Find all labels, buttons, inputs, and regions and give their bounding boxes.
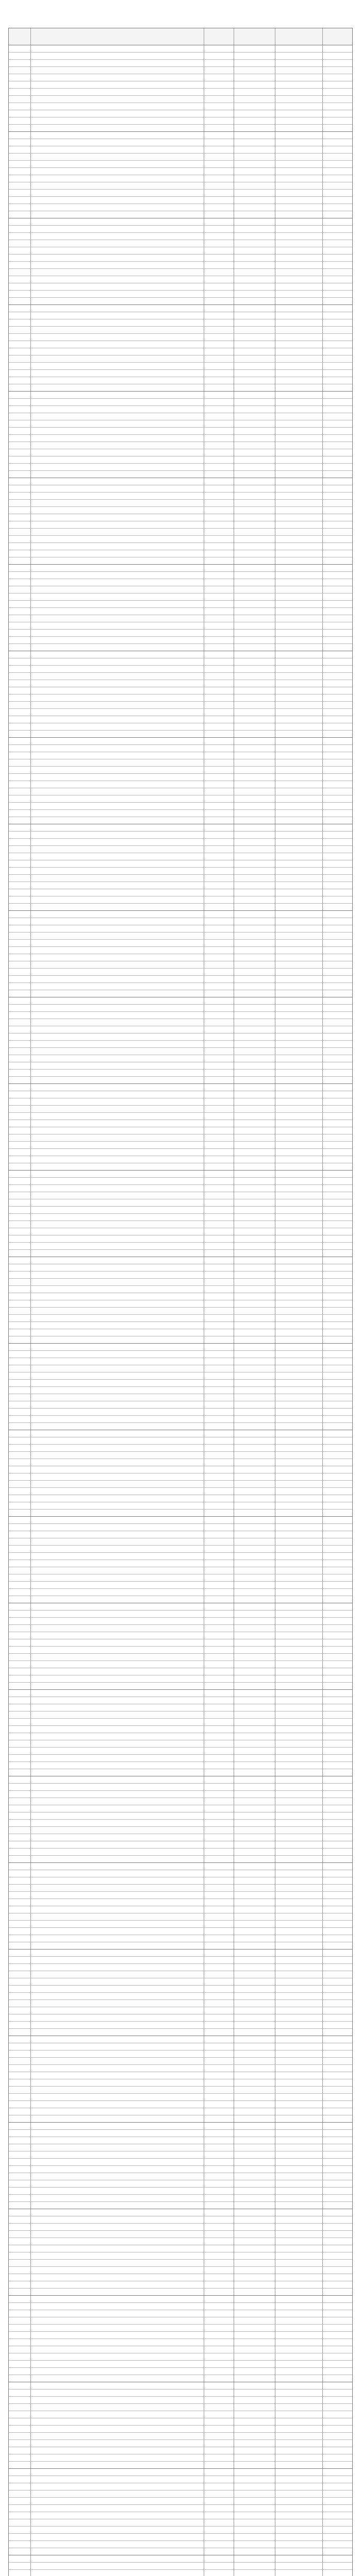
row-divider xyxy=(9,1884,352,1885)
row-divider xyxy=(9,391,352,392)
row-divider xyxy=(9,1682,352,1683)
row-divider xyxy=(9,2295,352,2296)
row-divider xyxy=(9,1170,352,1171)
row-divider xyxy=(9,2497,352,2498)
row-divider xyxy=(9,1516,352,1517)
row-divider xyxy=(9,2533,352,2534)
row-divider xyxy=(9,1747,352,1748)
row-divider xyxy=(9,874,352,875)
row-divider xyxy=(9,1047,352,1048)
row-divider xyxy=(9,2100,352,2101)
row-divider xyxy=(9,470,352,471)
row-divider xyxy=(9,333,352,334)
row-divider xyxy=(9,1278,352,1279)
recruitment-table xyxy=(8,28,353,2576)
row-divider xyxy=(9,434,352,435)
row-divider xyxy=(9,1985,352,1986)
row-divider xyxy=(9,304,352,305)
row-divider xyxy=(9,975,352,976)
row-divider xyxy=(9,492,352,493)
row-divider xyxy=(9,1545,352,1546)
row-divider xyxy=(9,867,352,868)
document-title xyxy=(0,7,361,22)
row-divider xyxy=(9,1177,352,1178)
row-divider xyxy=(9,297,352,298)
row-divider xyxy=(9,1307,352,1308)
row-divider xyxy=(9,196,352,197)
row-divider xyxy=(9,1610,352,1611)
row-divider xyxy=(9,254,352,255)
row-divider xyxy=(9,1992,352,1993)
row-divider xyxy=(9,1819,352,1820)
row-divider xyxy=(9,1285,352,1286)
row-divider xyxy=(9,802,352,803)
row-divider xyxy=(9,2259,352,2260)
row-divider xyxy=(9,939,352,940)
row-divider xyxy=(9,1105,352,1106)
row-divider xyxy=(9,2230,352,2231)
row-divider xyxy=(9,1350,352,1351)
row-divider xyxy=(9,1480,352,1481)
row-divider xyxy=(9,1141,352,1142)
row-divider xyxy=(9,1112,352,1113)
row-divider xyxy=(9,730,352,731)
row-divider xyxy=(9,2367,352,2368)
row-divider xyxy=(9,1581,352,1582)
header-school-info xyxy=(30,28,204,45)
row-divider xyxy=(9,2064,352,2065)
row-divider xyxy=(9,326,352,327)
row-divider xyxy=(9,2223,352,2224)
row-divider xyxy=(9,672,352,673)
row-divider xyxy=(9,1617,352,1618)
row-divider xyxy=(9,2432,352,2433)
header-stage xyxy=(234,28,275,45)
row-divider xyxy=(9,2324,352,2325)
row-divider xyxy=(9,903,352,904)
row-divider xyxy=(9,160,352,161)
row-divider xyxy=(9,1653,352,1654)
row-divider xyxy=(9,1040,352,1041)
row-divider xyxy=(9,571,352,572)
row-divider xyxy=(9,1999,352,2000)
row-divider xyxy=(9,2266,352,2267)
row-divider xyxy=(9,845,352,846)
row-divider xyxy=(9,2540,352,2541)
row-divider xyxy=(9,1920,352,1921)
row-divider xyxy=(9,1487,352,1488)
row-divider xyxy=(9,1509,352,1510)
row-divider xyxy=(9,2302,352,2303)
row-divider xyxy=(9,1862,352,1863)
row-divider xyxy=(9,59,352,60)
row-divider xyxy=(9,1523,352,1524)
row-divider xyxy=(9,2569,352,2570)
row-divider xyxy=(9,1891,352,1892)
row-divider xyxy=(9,2461,352,2462)
row-divider xyxy=(9,398,352,399)
row-divider xyxy=(9,2187,352,2188)
row-divider xyxy=(9,737,352,738)
row-divider xyxy=(9,1321,352,1322)
row-divider xyxy=(9,405,352,406)
row-divider xyxy=(9,1444,352,1445)
row-divider xyxy=(9,2396,352,2397)
row-divider xyxy=(9,1963,352,1964)
row-divider xyxy=(9,1422,352,1423)
row-divider xyxy=(9,643,352,644)
header-index xyxy=(9,28,30,45)
row-divider xyxy=(9,153,352,154)
row-divider xyxy=(9,369,352,370)
row-divider xyxy=(9,1956,352,1957)
row-divider xyxy=(9,2526,352,2527)
row-divider xyxy=(9,1148,352,1149)
row-divider xyxy=(9,88,352,89)
row-divider xyxy=(9,1011,352,1012)
row-divider xyxy=(9,1415,352,1416)
row-divider xyxy=(9,499,352,500)
row-divider xyxy=(9,1783,352,1784)
row-divider xyxy=(9,528,352,529)
row-divider xyxy=(9,2028,352,2029)
header-total xyxy=(204,28,234,45)
row-divider xyxy=(9,2331,352,2332)
row-divider xyxy=(9,2158,352,2159)
row-divider xyxy=(9,1689,352,1690)
row-divider xyxy=(9,463,352,464)
row-divider xyxy=(9,2201,352,2202)
row-divider xyxy=(9,1855,352,1856)
row-divider xyxy=(9,1848,352,1849)
row-divider xyxy=(9,535,352,536)
row-divider xyxy=(9,52,352,53)
row-divider xyxy=(9,636,352,637)
row-divider xyxy=(9,607,352,608)
row-divider xyxy=(9,232,352,233)
row-divider xyxy=(9,2360,352,2361)
row-divider xyxy=(9,427,352,428)
row-divider xyxy=(9,1826,352,1827)
row-divider xyxy=(9,1927,352,1928)
row-divider xyxy=(9,708,352,709)
row-divider xyxy=(9,1206,352,1207)
row-divider xyxy=(9,95,352,96)
row-divider xyxy=(9,1184,352,1185)
row-divider xyxy=(9,131,352,132)
header-count xyxy=(322,28,352,45)
row-divider xyxy=(9,1343,352,1344)
row-divider xyxy=(9,167,352,168)
row-divider xyxy=(9,744,352,745)
row-divider xyxy=(9,1408,352,1409)
row-divider xyxy=(9,2504,352,2505)
row-divider xyxy=(9,189,352,190)
row-divider xyxy=(9,838,352,839)
row-divider xyxy=(9,932,352,933)
row-divider xyxy=(9,2021,352,2022)
row-divider xyxy=(9,1271,352,1272)
row-divider xyxy=(9,290,352,291)
row-divider xyxy=(9,1790,352,1791)
row-divider xyxy=(9,2194,352,2195)
row-divider xyxy=(9,2439,352,2440)
row-divider xyxy=(9,1552,352,1553)
row-divider xyxy=(9,1949,352,1950)
row-divider xyxy=(9,1725,352,1726)
row-divider xyxy=(9,982,352,983)
row-divider xyxy=(9,124,352,125)
row-divider xyxy=(9,1379,352,1380)
row-divider xyxy=(9,506,352,507)
row-divider xyxy=(9,773,352,774)
header-subject xyxy=(275,28,322,45)
row-divider xyxy=(9,1451,352,1452)
row-divider xyxy=(9,1761,352,1762)
row-divider xyxy=(9,1754,352,1755)
row-divider xyxy=(9,2093,352,2094)
row-divider xyxy=(9,1069,352,1070)
row-divider xyxy=(9,701,352,702)
row-divider xyxy=(9,1249,352,1250)
row-divider xyxy=(9,66,352,67)
row-divider xyxy=(9,1588,352,1589)
row-divider xyxy=(9,2338,352,2339)
row-divider xyxy=(9,1624,352,1625)
row-divider xyxy=(9,362,352,363)
row-divider xyxy=(9,910,352,911)
row-divider xyxy=(9,2288,352,2289)
row-divider xyxy=(9,225,352,226)
row-divider xyxy=(9,1242,352,1243)
row-divider xyxy=(9,946,352,947)
row-divider xyxy=(9,665,352,666)
row-divider xyxy=(9,629,352,630)
row-divider xyxy=(9,2425,352,2426)
table-header xyxy=(9,28,352,45)
row-divider xyxy=(9,2086,352,2087)
row-divider xyxy=(9,1646,352,1647)
row-divider xyxy=(9,1213,352,1214)
row-divider xyxy=(9,2562,352,2563)
row-divider xyxy=(9,1076,352,1077)
row-divider xyxy=(9,1083,352,1084)
row-divider xyxy=(9,968,352,969)
row-divider xyxy=(9,2057,352,2058)
row-divider xyxy=(9,1314,352,1315)
row-divider xyxy=(9,831,352,832)
row-divider xyxy=(9,809,352,810)
row-divider xyxy=(9,1004,352,1005)
row-divider xyxy=(9,593,352,594)
row-divider xyxy=(9,600,352,601)
row-divider xyxy=(9,2122,352,2123)
row-divider xyxy=(9,2468,352,2469)
row-divider xyxy=(9,564,352,565)
row-divider xyxy=(9,766,352,767)
row-divider xyxy=(9,1386,352,1387)
row-divider xyxy=(9,2403,352,2404)
row-divider xyxy=(9,268,352,269)
row-divider xyxy=(9,2129,352,2130)
row-divider xyxy=(9,261,352,262)
row-divider xyxy=(9,1718,352,1719)
row-divider xyxy=(9,2165,352,2166)
row-divider xyxy=(9,1660,352,1661)
